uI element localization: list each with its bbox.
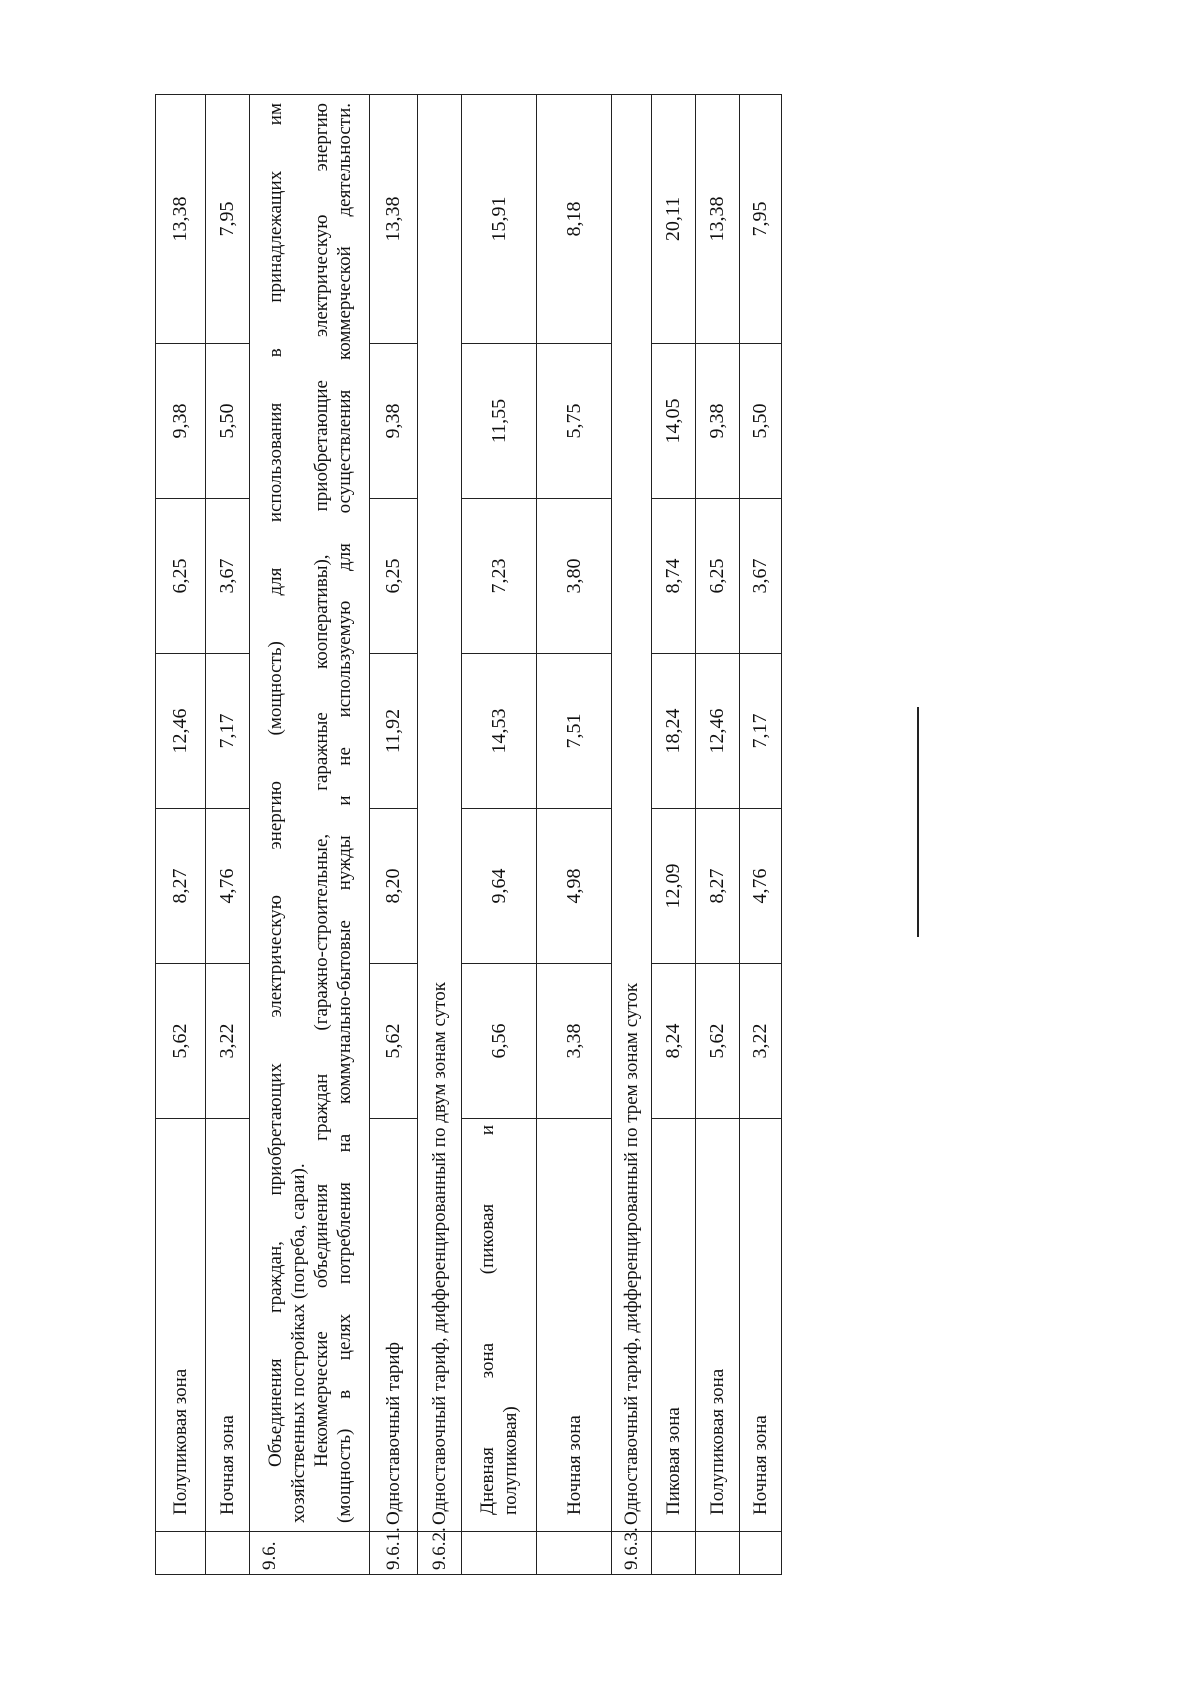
value-cell: 6,25: [156, 499, 206, 654]
table-row: [370, 95, 418, 1575]
table-row: [418, 95, 462, 1575]
table-row: [206, 95, 250, 1575]
value-cell: 8,27: [696, 809, 740, 964]
code-cell: [462, 1532, 537, 1575]
tariff-table: [155, 94, 782, 1575]
value-cell: 9,38: [696, 344, 740, 499]
subcategory-title: Одноставочный тариф, дифференцированный по двум зонам суток: [418, 95, 462, 1532]
table-row: [740, 95, 782, 1575]
value-cell: 13,38: [156, 95, 206, 344]
value-cell: 4,76: [206, 809, 250, 964]
value-cell: 20,11: [652, 95, 696, 344]
value-cell: 7,95: [206, 95, 250, 344]
end-of-document-line: [917, 707, 919, 937]
value-cell: 3,22: [206, 964, 250, 1119]
code-cell: [696, 1532, 740, 1575]
table-row: [250, 95, 370, 1575]
value-cell: 6,25: [696, 499, 740, 654]
value-cell: 5,62: [156, 964, 206, 1119]
value-cell: 8,74: [652, 499, 696, 654]
table-row: [652, 95, 696, 1575]
row-name: [462, 1119, 537, 1532]
value-cell: 12,46: [696, 654, 740, 809]
row-code: 9.6.1.: [370, 1532, 418, 1575]
row-name: Полупиковая зона: [696, 1119, 740, 1532]
value-cell: 14,05: [652, 344, 696, 499]
table-row: [612, 95, 652, 1575]
row-name-line: полупиковая): [500, 1406, 521, 1515]
value-cell: 12,46: [156, 654, 206, 809]
value-cell: 4,76: [740, 809, 782, 964]
value-cell: 3,22: [740, 964, 782, 1119]
category-description: [250, 95, 370, 1532]
value-cell: 3,38: [537, 964, 612, 1119]
value-cell: 14,53: [462, 654, 537, 809]
value-cell: 3,67: [740, 499, 782, 654]
row-name: Ночная зона: [537, 1119, 612, 1532]
value-cell: 7,17: [206, 654, 250, 809]
row-name: Полупиковая зона: [156, 1119, 206, 1532]
value-cell: 9,38: [156, 344, 206, 499]
code-cell: [740, 1532, 782, 1575]
row-code: 9.6.2.: [418, 1532, 462, 1575]
code-cell: [206, 1532, 250, 1575]
row-code: 9.6.3.: [612, 1532, 652, 1575]
row-name: Ночная зона: [206, 1119, 250, 1532]
value-cell: 8,20: [370, 809, 418, 964]
value-cell: 8,18: [537, 95, 612, 344]
value-cell: 5,50: [740, 344, 782, 499]
description-line: (мощность) в целях потребления на коммунально-бытовые нужды и не используемую для осуществления коммерческой деятельности.: [333, 103, 355, 1523]
value-cell: 13,38: [370, 95, 418, 344]
row-name: Одноставочный тариф: [370, 1119, 418, 1532]
value-cell: 18,24: [652, 654, 696, 809]
value-cell: 3,67: [206, 499, 250, 654]
value-cell: 8,27: [156, 809, 206, 964]
table-row: [156, 95, 206, 1575]
value-cell: 5,75: [537, 344, 612, 499]
code-cell: [652, 1532, 696, 1575]
value-cell: 6,25: [370, 499, 418, 654]
row-name: Пиковая зона: [652, 1119, 696, 1532]
table-row: [537, 95, 612, 1575]
description-line: хозяйственных постройках (погреба, сараи).: [287, 1163, 309, 1523]
value-cell: 4,98: [537, 809, 612, 964]
description-line: Объединения граждан, приобретающих электрическую энергию (мощность) для использования в принадлежащих им: [264, 103, 286, 1467]
value-cell: 5,50: [206, 344, 250, 499]
value-cell: 3,80: [537, 499, 612, 654]
value-cell: 7,51: [537, 654, 612, 809]
value-cell: 7,23: [462, 499, 537, 654]
value-cell: 7,95: [740, 95, 782, 344]
table-row: [696, 95, 740, 1575]
value-cell: 15,91: [462, 95, 537, 344]
code-cell: [156, 1532, 206, 1575]
row-code: 9.6.: [250, 1532, 370, 1575]
value-cell: 8,24: [652, 964, 696, 1119]
rotated-tariff-page: [155, 95, 820, 1575]
row-name: Ночная зона: [740, 1119, 782, 1532]
value-cell: 5,62: [696, 964, 740, 1119]
table-row: [462, 95, 537, 1575]
value-cell: 5,62: [370, 964, 418, 1119]
value-cell: 12,09: [652, 809, 696, 964]
value-cell: 6,56: [462, 964, 537, 1119]
value-cell: 9,38: [370, 344, 418, 499]
row-name-line: Дневная зона (пиковая и: [477, 1125, 498, 1515]
value-cell: 11,55: [462, 344, 537, 499]
value-cell: 11,92: [370, 654, 418, 809]
value-cell: 9,64: [462, 809, 537, 964]
subcategory-title: Одноставочный тариф, дифференцированный по трем зонам суток: [612, 95, 652, 1532]
description-line: Некоммерческие объединения граждан (гаражно-строительные, гаражные кооперативы), приобретающие электрическую энергию: [310, 103, 332, 1467]
value-cell: 13,38: [696, 95, 740, 344]
code-cell: [537, 1532, 612, 1575]
value-cell: 7,17: [740, 654, 782, 809]
